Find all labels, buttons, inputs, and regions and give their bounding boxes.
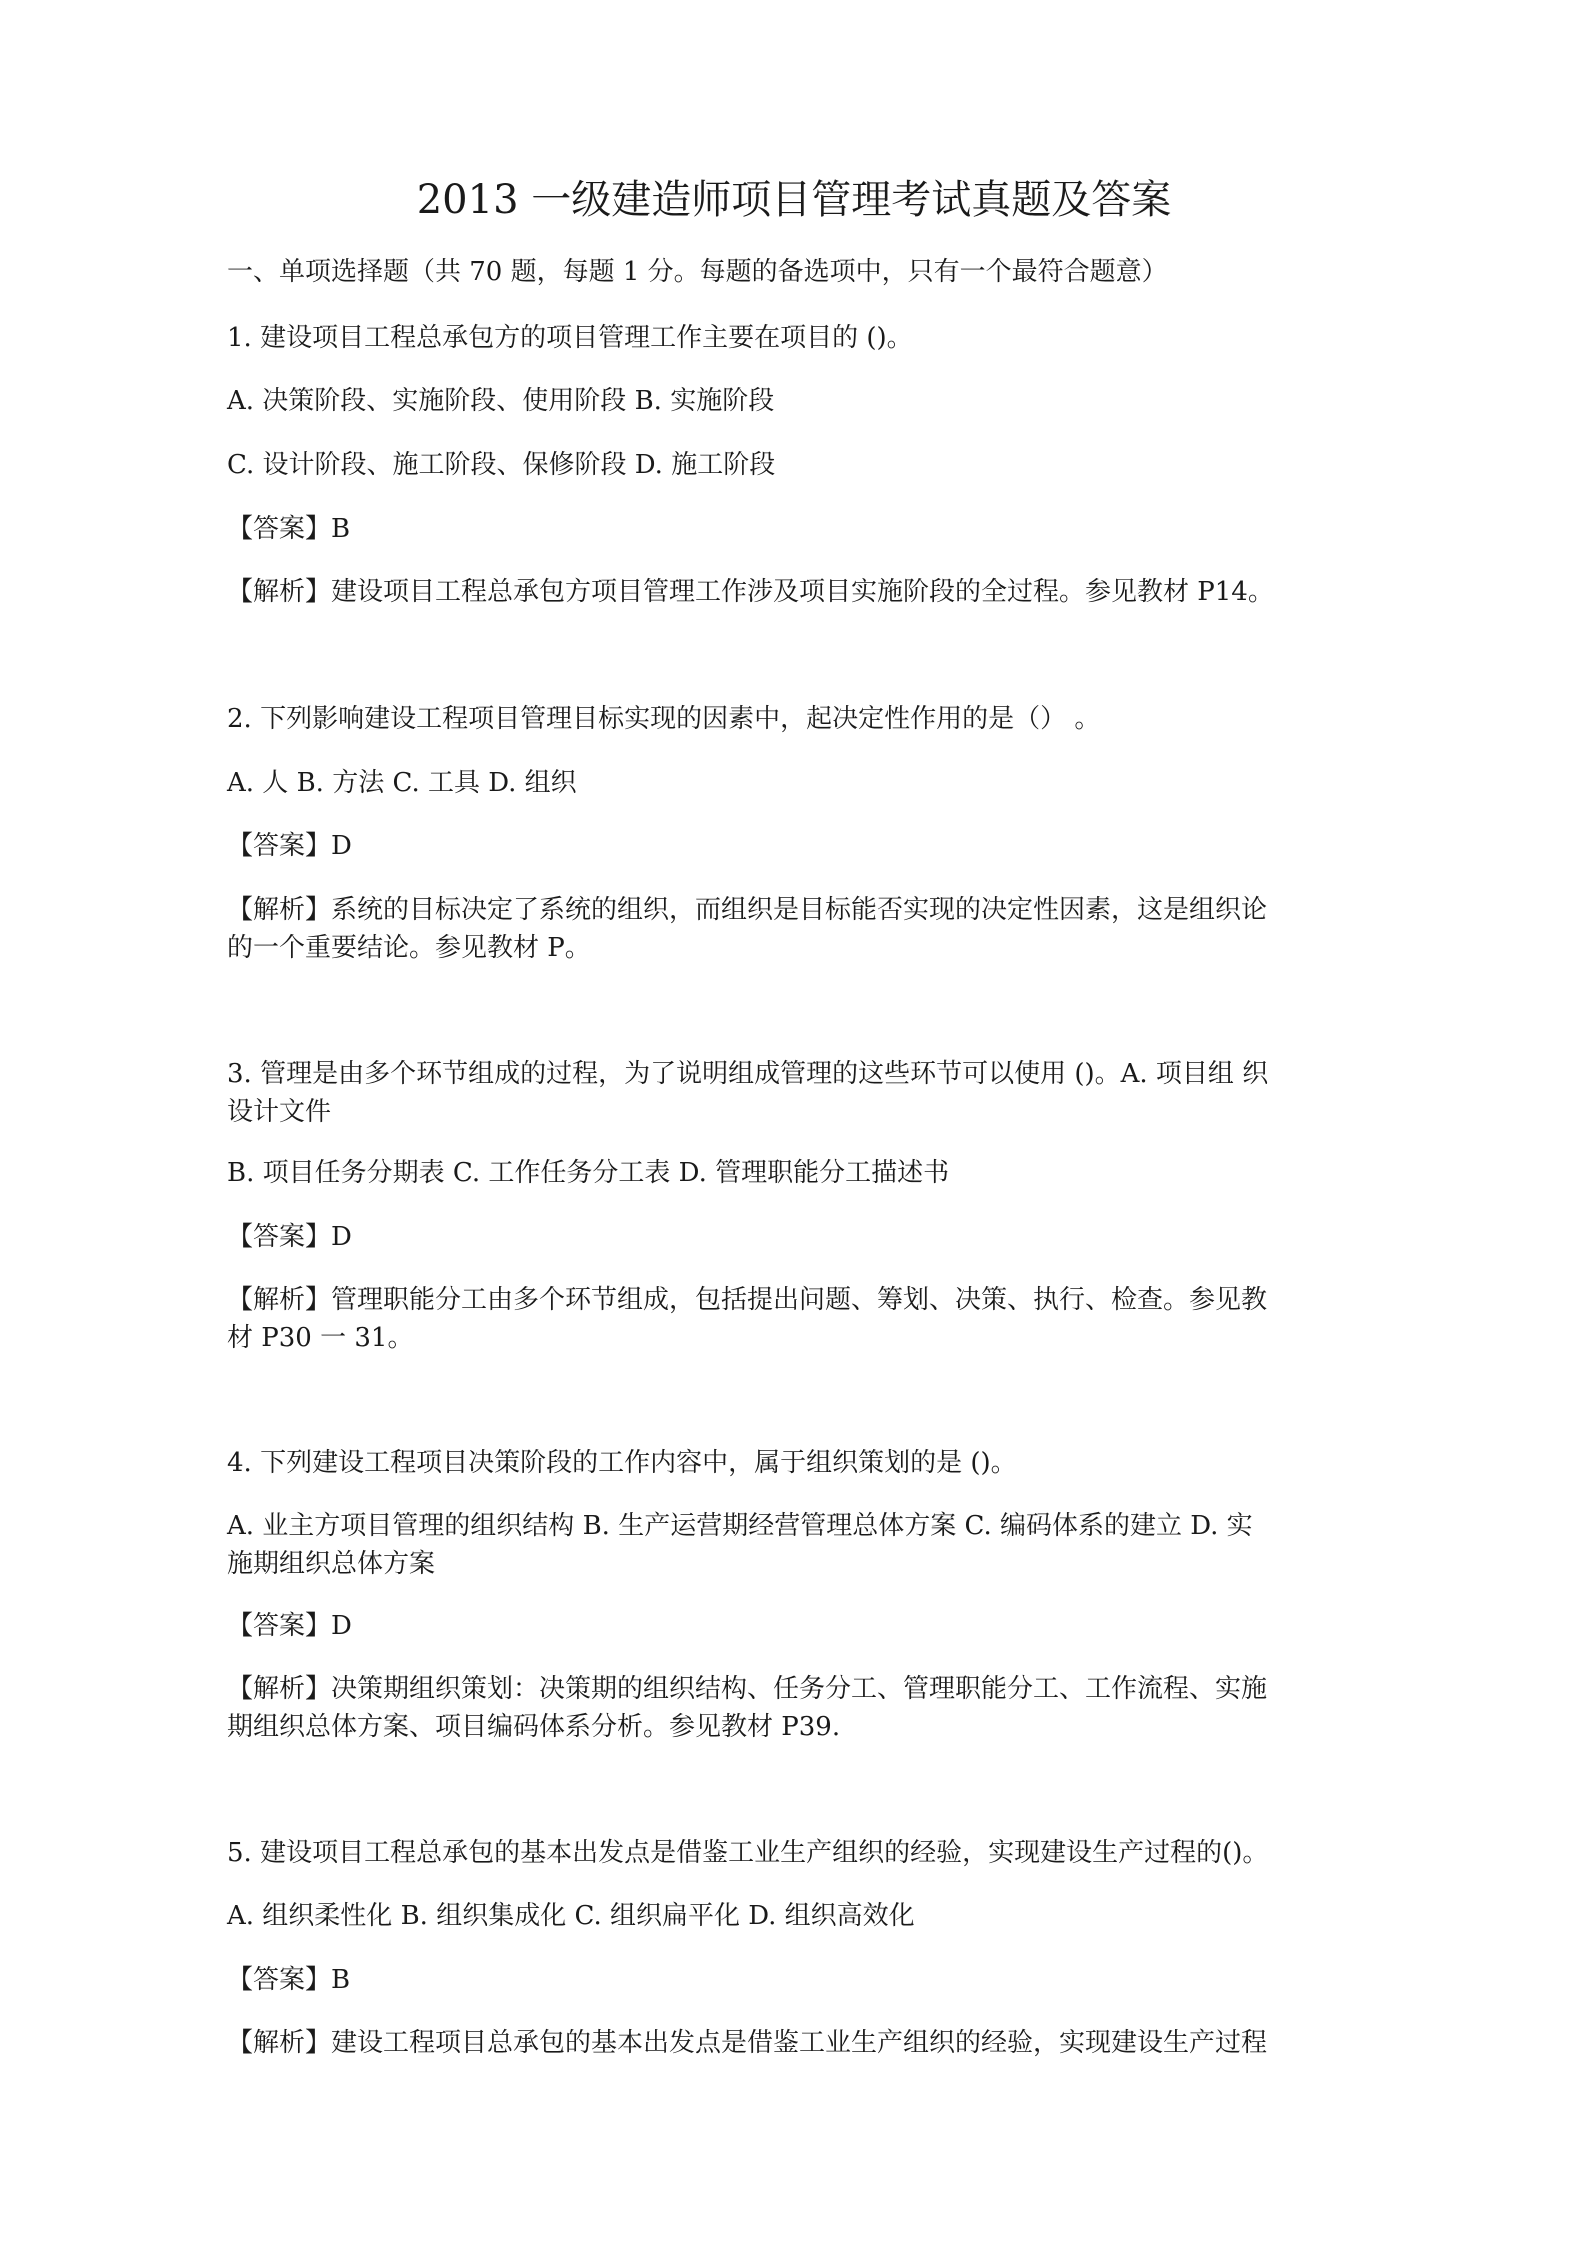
question-4-options-line-1: A. 业主方项目管理的组织结构 B. 生产运营期经营管理总体方案 C. 编码体系的建立 D. 实 — [227, 1511, 1253, 1541]
question-2-analysis-line-2: 的一个重要结论。参见教材 P。 — [227, 933, 591, 963]
question-4-analysis-line-2: 期组织总体方案、项目编码体系分析。参见教材 P39. — [227, 1712, 841, 1742]
section-heading: 一、单项选择题（共 70 题，每题 1 分。每题的备选项中，只有一个最符合题意） — [227, 257, 1168, 287]
question-4-options — [227, 1507, 1377, 1583]
question-2-options: A. 人 B. 方法 C. 工具 D. 组织 — [227, 768, 577, 798]
question-5-answer: 【答案】B — [227, 1965, 351, 1995]
question-3-analysis-line-2: 材 P30 一 31。 — [227, 1323, 414, 1353]
question-3-analysis — [227, 1281, 1377, 1357]
question-4-options-line-2: 施期组织总体方案 — [227, 1549, 436, 1579]
question-3-stem — [227, 1055, 1377, 1131]
question-2-answer: 【答案】D — [227, 831, 352, 861]
question-2-stem: 2. 下列影响建设工程项目管理目标实现的因素中，起决定性作用的是（） 。 — [227, 704, 1101, 734]
question-5-stem: 5. 建设项目工程总承包的基本出发点是借鉴工业生产组织的经验，实现建设生产过程的()。 — [227, 1838, 1269, 1868]
question-3-answer: 【答案】D — [227, 1222, 352, 1252]
question-5-options: A. 组织柔性化 B. 组织集成化 C. 组织扁平化 D. 组织高效化 — [227, 1901, 915, 1931]
question-4-analysis — [227, 1670, 1377, 1746]
document-title: 2013 一级建造师项目管理考试真题及答案 — [416, 177, 1172, 223]
question-1-options-line-1: A. 决策阶段、实施阶段、使用阶段 B. 实施阶段 — [227, 386, 775, 416]
question-4-answer: 【答案】D — [227, 1611, 352, 1641]
question-3-analysis-line-1: 【解析】管理职能分工由多个环节组成，包括提出问题、筹划、决策、执行、检查。参见教 — [227, 1285, 1268, 1315]
question-2-analysis — [227, 891, 1377, 967]
question-2-analysis-line-1: 【解析】系统的目标决定了系统的组织，而组织是目标能否实现的决定性因素，这是组织论 — [227, 895, 1268, 925]
question-5-analysis: 【解析】建设工程项目总承包的基本出发点是借鉴工业生产组织的经验，实现建设生产过程 — [227, 2028, 1268, 2058]
question-3-options: B. 项目任务分期表 C. 工作任务分工表 D. 管理职能分工描述书 — [227, 1158, 950, 1188]
question-4-analysis-line-1: 【解析】决策期组织策划：决策期的组织结构、任务分工、管理职能分工、工作流程、实施 — [227, 1674, 1268, 1704]
question-1-options-line-2: C. 设计阶段、施工阶段、保修阶段 D. 施工阶段 — [227, 450, 776, 480]
question-3-stem-line-1: 3. 管理是由多个环节组成的过程，为了说明组成管理的这些环节可以使用 ()。A. 项目组 织 — [227, 1059, 1269, 1089]
question-1-stem: 1. 建设项目工程总承包方的项目管理工作主要在项目的 ()。 — [227, 323, 913, 353]
question-1-analysis: 【解析】建设项目工程总承包方项目管理工作涉及项目实施阶段的全过程。参见教材 P14。 — [227, 577, 1274, 607]
question-4-stem: 4. 下列建设工程项目决策阶段的工作内容中，属于组织策划的是 ()。 — [227, 1448, 1017, 1478]
question-3-stem-line-2: 设计文件 — [227, 1097, 332, 1127]
question-1-answer: 【答案】B — [227, 514, 351, 544]
